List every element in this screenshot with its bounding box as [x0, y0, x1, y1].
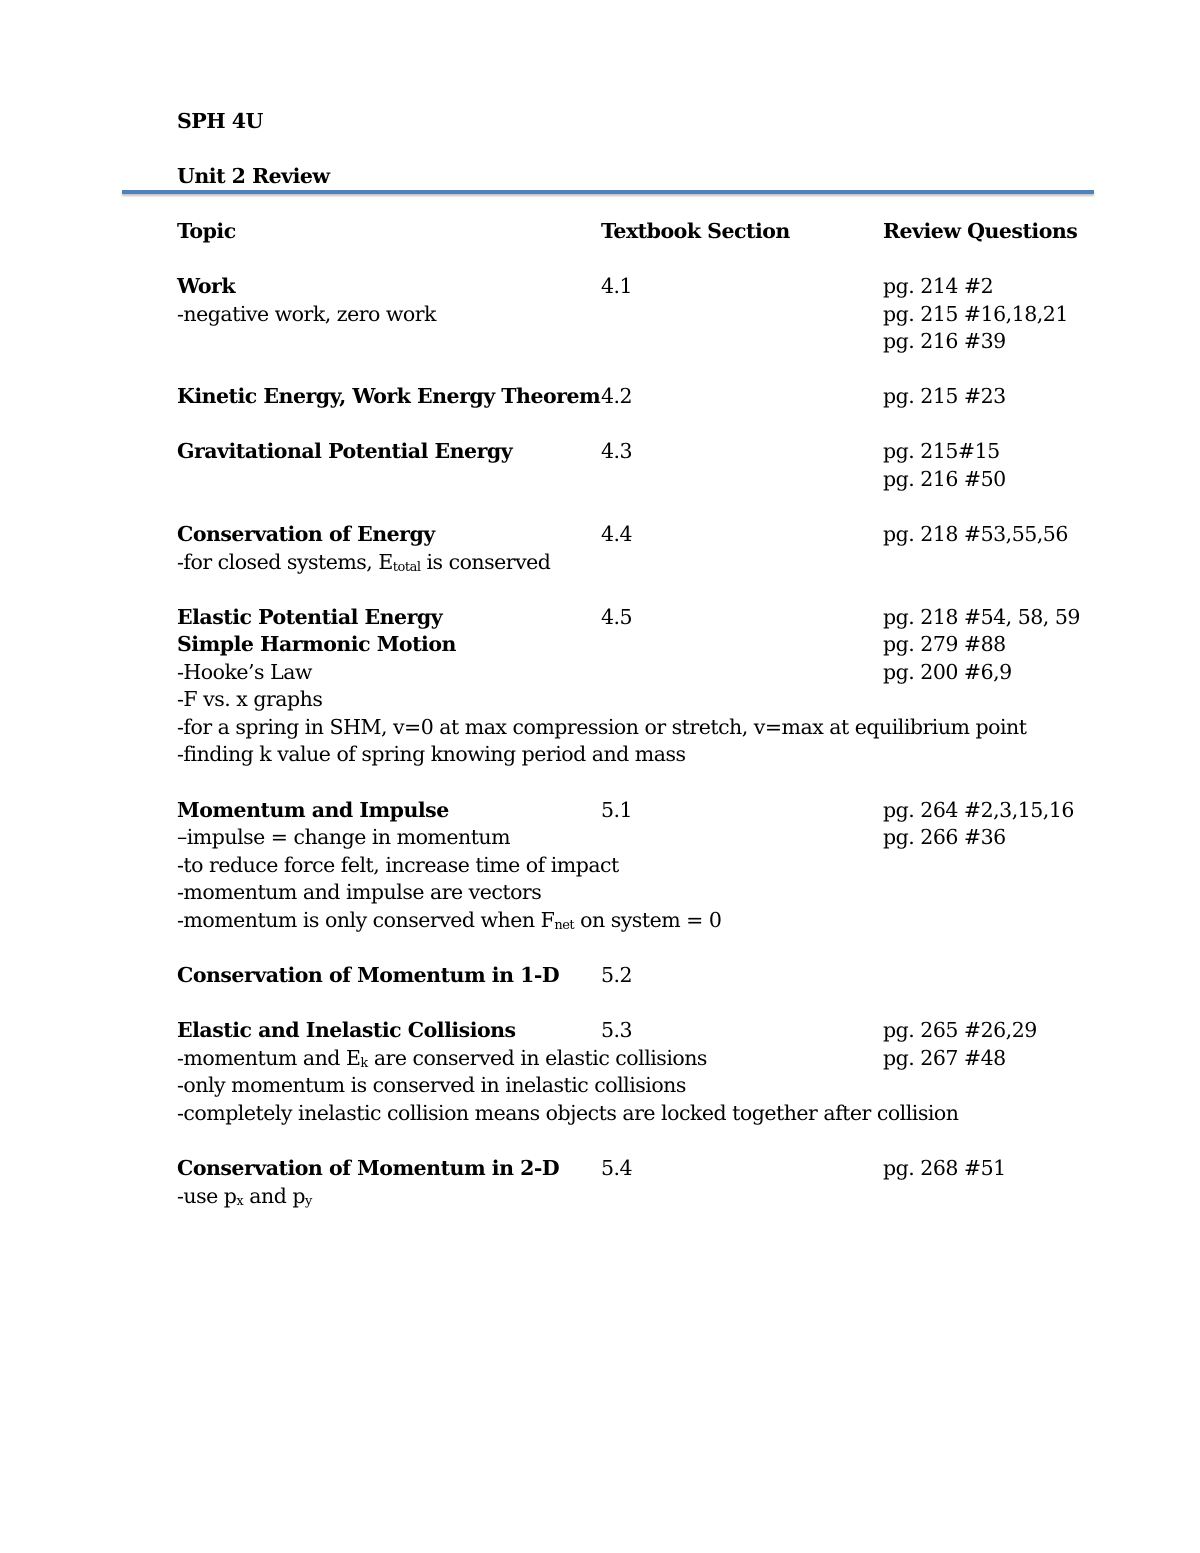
note-momentum-3: -momentum and impulse are vectors [177, 880, 542, 904]
question-kinetic-1: pg. 215 #23 [883, 384, 1006, 408]
question-elastic-pe-2: pg. 279 #88 [883, 632, 1006, 656]
question-cons-2d-1: pg. 268 #51 [883, 1156, 1006, 1180]
section-cons-1d: 5.2 [601, 963, 633, 987]
topic-elastic-pe: Elastic Potential Energy [177, 605, 443, 629]
question-conservation-energy-1: pg. 218 #53,55,56 [883, 522, 1068, 546]
topic-conservation-energy: Conservation of Energy [177, 522, 435, 546]
section-cons-2d: 5.4 [601, 1156, 633, 1180]
question-momentum-1: pg. 264 #2,3,15,16 [883, 798, 1074, 822]
section-work: 4.1 [601, 274, 633, 298]
question-elastic-pe-3: pg. 200 #6,9 [883, 660, 1012, 684]
title-rule [122, 190, 1094, 194]
section-kinetic: 4.2 [601, 384, 633, 408]
topic-work: Work [177, 274, 236, 298]
note-elastic-pe-4: -finding k value of spring knowing period and mass [177, 742, 686, 766]
topic-gravitational: Gravitational Potential Energy [177, 439, 513, 463]
question-collisions-2: pg. 267 #48 [883, 1046, 1006, 1070]
question-elastic-pe-1: pg. 218 #54, 58, 59 [883, 605, 1080, 629]
section-elastic-pe: 4.5 [601, 605, 633, 629]
topic-collisions: Elastic and Inelastic Collisions [177, 1018, 516, 1042]
section-conservation-energy: 4.4 [601, 522, 633, 546]
note-collisions-1: -momentum and $E_k$ are conserved in elastic collisions [177, 1046, 707, 1071]
note-elastic-pe-1: -Hooke’s Law [177, 660, 312, 684]
note-collisions-2: -only momentum is conserved in inelastic collisions [177, 1073, 686, 1097]
question-momentum-2: pg. 266 #36 [883, 825, 1006, 849]
question-work-3: pg. 216 #39 [883, 329, 1006, 353]
note-elastic-pe-3: -for a spring in SHM, v=0 at max compression or stretch, v=max at equilibrium point [177, 715, 1027, 739]
question-work-2: pg. 215 #16,18,21 [883, 302, 1068, 326]
course-code: SPH 4U [177, 109, 263, 133]
section-momentum: 5.1 [601, 798, 633, 822]
header-section: Textbook Section [601, 219, 790, 243]
header-questions: Review Questions [883, 219, 1078, 243]
topic-kinetic: Kinetic Energy, Work Energy Theorem [177, 384, 601, 408]
note-conservation-energy: -for closed systems, $E_{total}$ is conserved [177, 550, 551, 575]
section-gravitational: 4.3 [601, 439, 633, 463]
unit-title: Unit 2 Review [177, 164, 330, 188]
note-momentum-4: -momentum is only conserved when $F_{net}$ on system = 0 [177, 908, 722, 933]
note-work: -negative work, zero work [177, 302, 436, 326]
note-collisions-3: -completely inelastic collision means objects are locked together after collision [177, 1101, 959, 1125]
topic-cons-2d: Conservation of Momentum in 2-D [177, 1156, 560, 1180]
question-work-1: pg. 214 #2 [883, 274, 994, 298]
topic-cons-1d: Conservation of Momentum in 1-D [177, 963, 560, 987]
topic-shm: Simple Harmonic Motion [177, 632, 456, 656]
header-topic: Topic [177, 219, 236, 243]
note-elastic-pe-2: -F vs. x graphs [177, 687, 323, 711]
question-gravitational-1: pg. 215#15 [883, 439, 1000, 463]
topic-momentum: Momentum and Impulse [177, 798, 449, 822]
question-collisions-1: pg. 265 #26,29 [883, 1018, 1037, 1042]
question-gravitational-2: pg. 216 #50 [883, 467, 1006, 491]
note-momentum-2: -to reduce force felt, increase time of impact [177, 853, 619, 877]
note-cons-2d: -use $p_x$ and $p_y$ [177, 1184, 312, 1209]
note-momentum-1: –impulse = change in momentum [177, 825, 511, 849]
section-collisions: 5.3 [601, 1018, 633, 1042]
